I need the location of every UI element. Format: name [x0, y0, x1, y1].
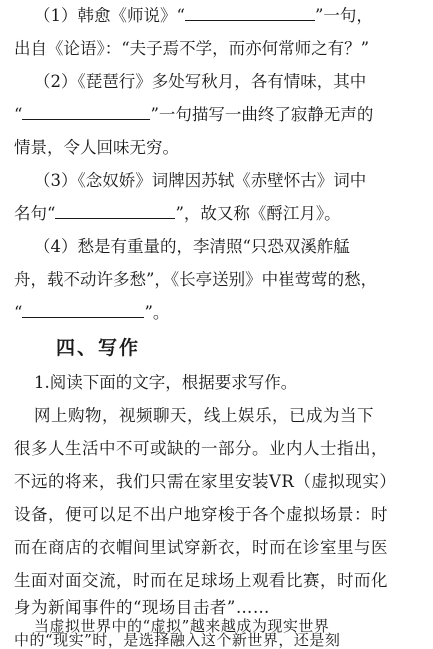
passage-line-7: 身为新闻事件的“现场目击者”……	[14, 598, 270, 617]
passage-line-4: 设备，便可以足不出户地穿梭于各个虚拟场景：时	[14, 505, 388, 524]
answer-blank-4[interactable]	[22, 301, 144, 318]
question-1-line-1	[34, 4, 433, 28]
question-3-line-1: （3）《念奴娇》词牌因苏轼《赤壁怀古》词中	[34, 171, 367, 190]
question-2-text-after-blank: ”一句描写一曲终了寂静无声的	[150, 105, 374, 124]
question-2-line-2	[14, 103, 433, 127]
question-2-text-before-blank: “	[14, 105, 23, 124]
question-3-text-after-blank: ”，故又称《酹江月》。	[175, 204, 341, 223]
passage-line-5: 而在商店的衣帽间里试穿新衣，时而在诊室里与医	[14, 538, 388, 557]
question-4-line-2: 舟，载不动许多愁”，《长亭送别》中崔莺莺的愁，	[14, 270, 378, 289]
question-3-line-2	[14, 202, 433, 226]
answer-blank-1[interactable]	[185, 4, 315, 21]
answer-blank-3[interactable]	[55, 202, 175, 219]
question-3-text-before-blank: 名句“	[14, 204, 56, 223]
question-2-line-1: （2）《琵琶行》多处写秋月，各有情味，其中	[34, 72, 367, 91]
question-1-line-2: 出自《论语》：“夫子焉不学，而亦何常师之有？”	[14, 39, 370, 58]
question-1-text-before-blank: （1）韩愈《师说》“	[34, 6, 185, 25]
passage-line-2: 很多人生活中不可或缺的一部分。业内人士指出，	[14, 439, 388, 458]
question-1-text-after-blank: ”一句，	[314, 6, 373, 25]
question-2-line-3: 情景，令人回味无穷。	[14, 138, 179, 157]
passage-line-3: 不远的将来，我们只需在家里安装VR（虚拟现实）	[14, 472, 397, 491]
section-heading: 四、写作	[56, 337, 141, 359]
writing-task-instruction: 1.阅读下面的文字，根据要求写作。	[34, 373, 298, 392]
answer-blank-2[interactable]	[22, 103, 150, 120]
question-4-line-3	[14, 301, 433, 325]
question-4-text-after-blank: ”。	[144, 303, 170, 322]
passage-line-1: 网上购物，视频聊天，线上娱乐，已成为当下	[34, 406, 374, 425]
question-4-line-1: （4）愁是有重量的，李清照“只恐双溪舴艋	[34, 237, 350, 256]
question-4-text-before-blank: “	[14, 303, 23, 322]
passage-line-9: 中的“现实”时，是选择融入这个新世界，还是刻	[14, 631, 341, 649]
passage-line-6: 生面对面交流，时而在足球场上观看比赛，时而化	[14, 571, 388, 590]
passage-line-8: 当虚拟世界中的“虚拟”越来越成为现实世界	[34, 617, 330, 635]
